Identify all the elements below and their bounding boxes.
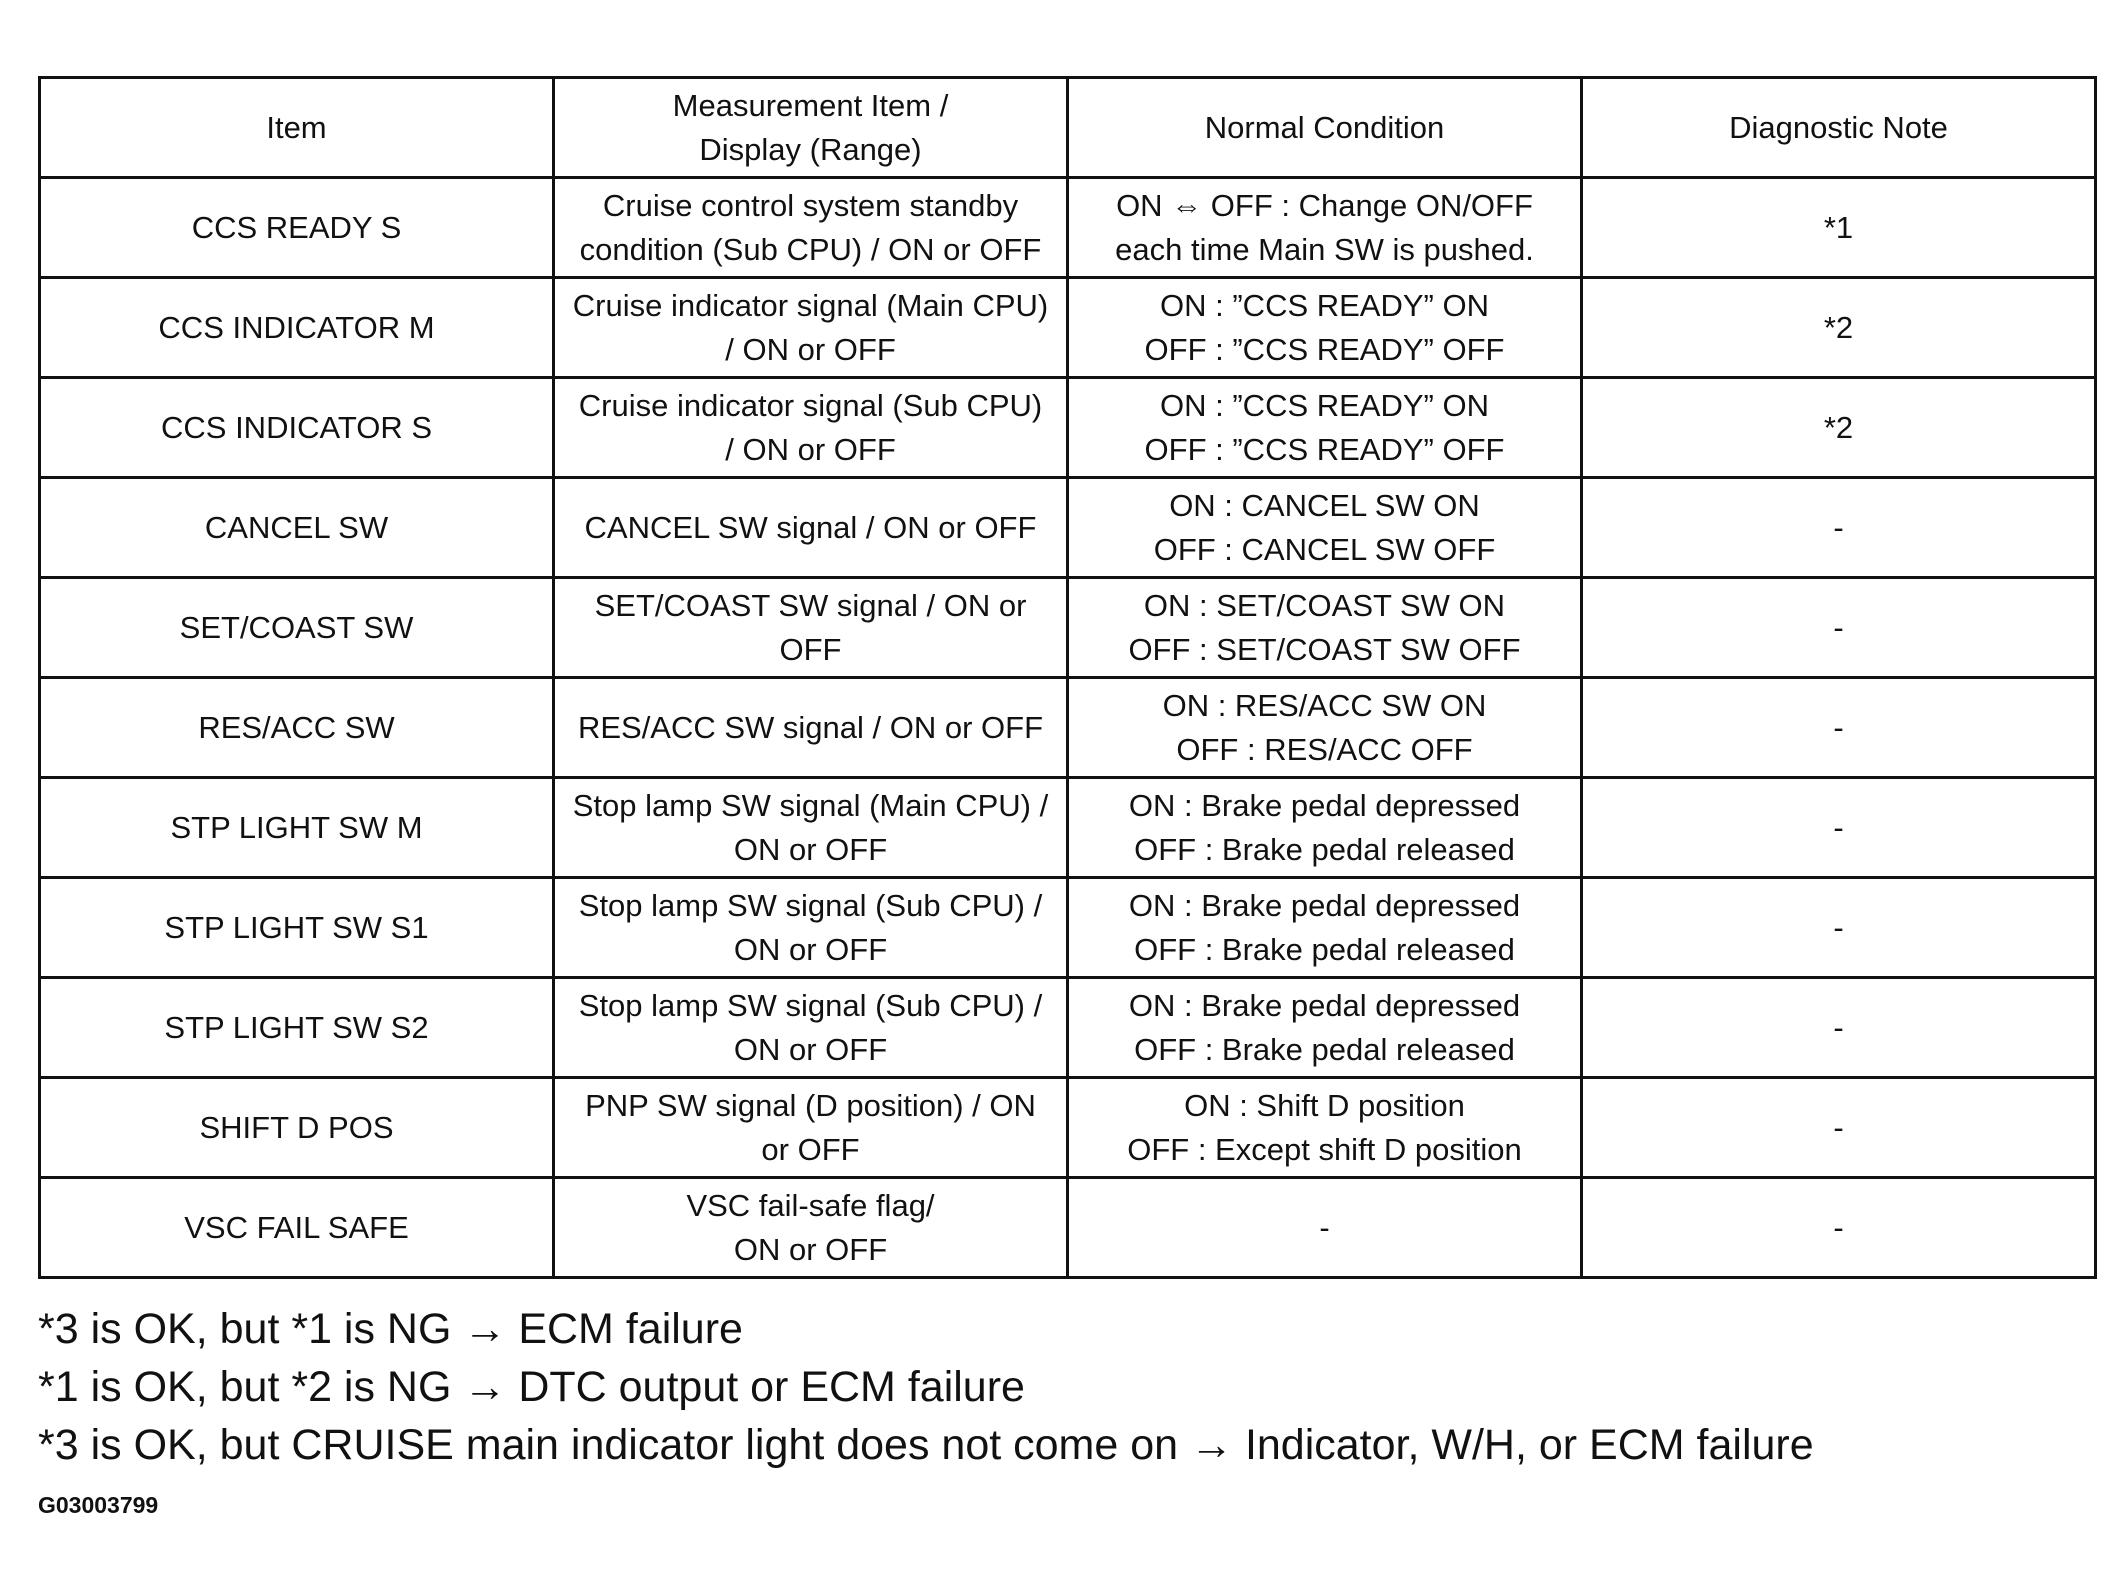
table-row: [40, 578, 2096, 678]
cell-diagnostic-note: -: [1582, 1178, 2096, 1278]
cell-measurement: CANCEL SW signal / ON or OFF: [554, 478, 1068, 578]
cell-item: SHIFT D POS: [40, 1078, 554, 1178]
cell-normal-condition: ON : ”CCS READY” ON OFF : ”CCS READY” OFF: [1068, 278, 1582, 378]
cell-item: RES/ACC SW: [40, 678, 554, 778]
cell-measurement: PNP SW signal (D position) / ON or OFF: [554, 1078, 1068, 1178]
footnote-line: *1 is OK, but *2 is NG → DTC output or ECM failure: [38, 1363, 1025, 1411]
cell-item: CCS INDICATOR S: [40, 378, 554, 478]
cell-item: SET/COAST SW: [40, 578, 554, 678]
cell-diagnostic-note: -: [1582, 978, 2096, 1078]
cell-normal-condition: ON ⇔ OFF : Change ON/OFF each time Main SW is pushed.: [1068, 178, 1582, 278]
table-row: [40, 378, 2096, 478]
cell-diagnostic-note: -: [1582, 778, 2096, 878]
cell-diagnostic-note: -: [1582, 678, 2096, 778]
table-row: [40, 978, 2096, 1078]
cell-measurement: Cruise indicator signal (Main CPU) / ON or OFF: [554, 278, 1068, 378]
cell-item: CCS INDICATOR M: [40, 278, 554, 378]
table-row: [40, 878, 2096, 978]
diagnostic-data-table: [38, 76, 2097, 1279]
cell-measurement: Cruise control system standby condition (Sub CPU) / ON or OFF: [554, 178, 1068, 278]
cell-measurement: RES/ACC SW signal / ON or OFF: [554, 678, 1068, 778]
cell-measurement: Cruise indicator signal (Sub CPU) / ON or OFF: [554, 378, 1068, 478]
cell-normal-condition: ON : RES/ACC SW ON OFF : RES/ACC OFF: [1068, 678, 1582, 778]
footnote-line: *3 is OK, but CRUISE main indicator light does not come on → Indicator, W/H, or ECM failure: [38, 1421, 1814, 1469]
cell-normal-condition: -: [1068, 1178, 1582, 1278]
header-item: Item: [40, 78, 554, 178]
cell-diagnostic-note: -: [1582, 578, 2096, 678]
cell-diagnostic-note: *1: [1582, 178, 2096, 278]
table-row: [40, 1078, 2096, 1178]
cell-measurement: VSC fail-safe flag/ ON or OFF: [554, 1178, 1068, 1278]
cell-diagnostic-note: -: [1582, 478, 2096, 578]
cell-item: VSC FAIL SAFE: [40, 1178, 554, 1278]
cell-item: CANCEL SW: [40, 478, 554, 578]
table-row: [40, 778, 2096, 878]
cell-measurement: Stop lamp SW signal (Main CPU) / ON or OFF: [554, 778, 1068, 878]
cell-normal-condition: ON : SET/COAST SW ON OFF : SET/COAST SW OFF: [1068, 578, 1582, 678]
table-row: [40, 478, 2096, 578]
cell-diagnostic-note: *2: [1582, 378, 2096, 478]
cell-measurement: Stop lamp SW signal (Sub CPU) / ON or OFF: [554, 978, 1068, 1078]
cell-item: STP LIGHT SW S1: [40, 878, 554, 978]
cell-diagnostic-note: -: [1582, 878, 2096, 978]
figure-id: G03003799: [38, 1492, 159, 1518]
header-diagnostic-note: Diagnostic Note: [1582, 78, 2096, 178]
footnotes: [38, 1300, 2088, 1474]
table-row: [40, 278, 2096, 378]
cell-normal-condition: ON : Brake pedal depressed OFF : Brake pedal released: [1068, 778, 1582, 878]
cell-item: CCS READY S: [40, 178, 554, 278]
cell-measurement: Stop lamp SW signal (Sub CPU) / ON or OFF: [554, 878, 1068, 978]
cell-normal-condition: ON : CANCEL SW ON OFF : CANCEL SW OFF: [1068, 478, 1582, 578]
cell-item: STP LIGHT SW M: [40, 778, 554, 878]
cell-normal-condition: ON : Shift D position OFF : Except shift D position: [1068, 1078, 1582, 1178]
cell-measurement: SET/COAST SW signal / ON or OFF: [554, 578, 1068, 678]
footnote-line: *3 is OK, but *1 is NG → ECM failure: [38, 1305, 743, 1353]
cell-diagnostic-note: *2: [1582, 278, 2096, 378]
table-row: [40, 1178, 2096, 1278]
cell-item: STP LIGHT SW S2: [40, 978, 554, 1078]
header-normal-condition: Normal Condition: [1068, 78, 1582, 178]
cell-normal-condition: ON : Brake pedal depressed OFF : Brake pedal released: [1068, 978, 1582, 1078]
cell-normal-condition: ON : Brake pedal depressed OFF : Brake pedal released: [1068, 878, 1582, 978]
table-row: [40, 178, 2096, 278]
cell-normal-condition: ON : ”CCS READY” ON OFF : ”CCS READY” OFF: [1068, 378, 1582, 478]
header-measurement-item: Measurement Item / Display (Range): [554, 78, 1068, 178]
table-row: [40, 678, 2096, 778]
cell-diagnostic-note: -: [1582, 1078, 2096, 1178]
table-header-row: [40, 78, 2096, 178]
